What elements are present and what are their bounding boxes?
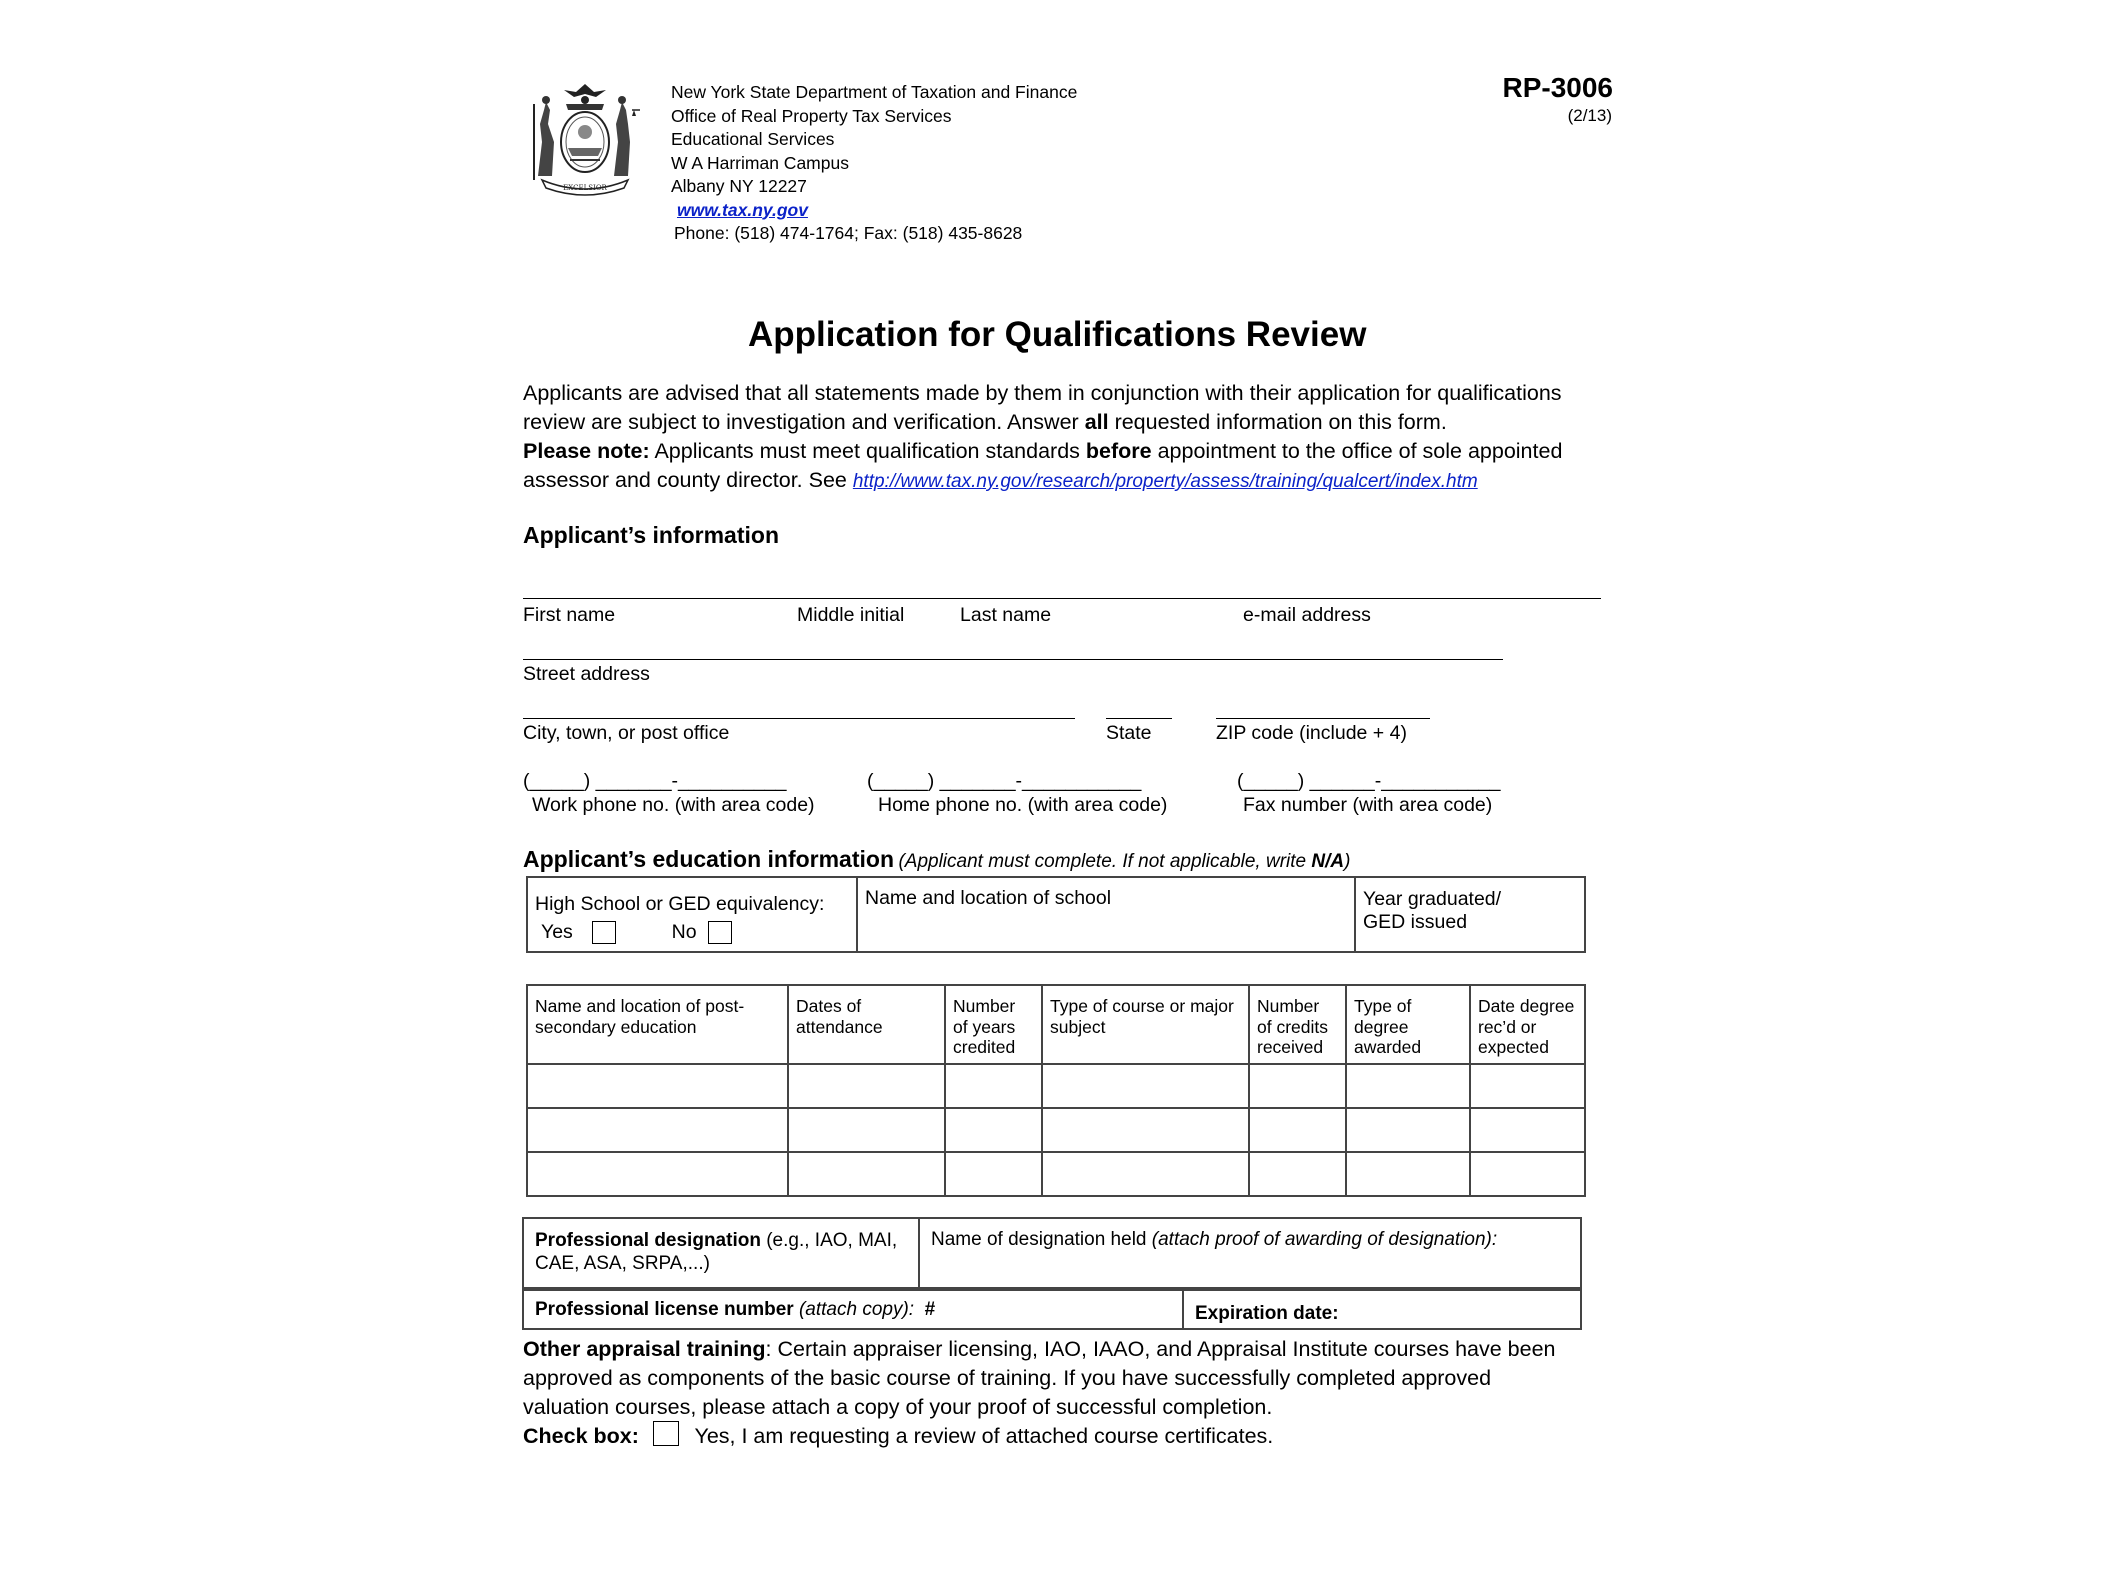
agency-office: Office of Real Property Tax Services: [671, 105, 952, 126]
no-checkbox[interactable]: [708, 921, 732, 944]
home-phone-label: Home phone no. (with area code): [878, 794, 1168, 816]
intro-note-line-2: assessor and county director. See http://www.tax.ny.gov/research/property/assess/training/qualcert/index.htm: [523, 468, 1478, 492]
high-school-table: [526, 876, 1586, 953]
fax-field[interactable]: (_____) ______-___________: [1237, 770, 1501, 792]
email-label: e-mail address: [1243, 604, 1371, 626]
column-header: Type of degree awarded: [1346, 985, 1470, 1064]
table-cell[interactable]: [1042, 1152, 1249, 1196]
school-name-label: Name and location of school: [865, 887, 1112, 909]
education-heading: Applicant’s education information: [523, 846, 894, 872]
table-header-row: [527, 985, 1585, 1064]
intro-paragraph: [523, 379, 1562, 496]
table-cell[interactable]: [1470, 1064, 1585, 1108]
seal-motto: EXCELSIOR: [563, 184, 607, 192]
yes-label: Yes: [541, 921, 573, 943]
designation-table: [522, 1217, 1582, 1289]
table-cell[interactable]: [1470, 1108, 1585, 1152]
high-school-cell: [527, 877, 857, 952]
table-cell[interactable]: [1249, 1064, 1346, 1108]
first-name-label: First name: [523, 604, 616, 626]
table-row: [527, 1152, 1585, 1196]
column-header: Name and location of post- secondary education: [527, 985, 788, 1064]
other-training-paragraph: [523, 1335, 1556, 1451]
designation-label: Professional designation: [535, 1230, 761, 1251]
table-row: [527, 1064, 1585, 1108]
license-hash: #: [914, 1299, 936, 1320]
designation-held-label: Name of designation held: [931, 1229, 1152, 1250]
post-secondary-table: [526, 984, 1586, 1197]
intro-line-2: review are subject to investigation and verification. Answer all requested information on this form.: [523, 410, 1447, 434]
designation-cell: [523, 1218, 919, 1288]
ged-issued-label: GED issued: [1363, 911, 1468, 933]
designation-held-cell[interactable]: [919, 1218, 1581, 1288]
agency-street: W A Harriman Campus: [671, 152, 849, 173]
check-box-row: [523, 1422, 1556, 1451]
fax-label: Fax number (with area code): [1243, 794, 1493, 816]
zip-line[interactable]: [1216, 718, 1430, 719]
column-header: Type of course or major subject: [1042, 985, 1249, 1064]
designation-examples: (e.g., IAO, MAI, CAE, ASA, SRPA,...): [535, 1230, 898, 1274]
expiration-date-label: Expiration date:: [1195, 1303, 1339, 1324]
form-revision: (2/13): [1567, 106, 1612, 125]
state-line[interactable]: [1106, 718, 1172, 719]
intro-line-1: Applicants are advised that all statements made by them in conjunction with their application for qualifications: [523, 381, 1562, 405]
agency-website-link[interactable]: www.tax.ny.gov: [677, 199, 808, 220]
table-cell[interactable]: [1470, 1152, 1585, 1196]
agency-header: [671, 81, 1077, 246]
street-address-label: Street address: [523, 663, 650, 685]
agency-division: Educational Services: [671, 129, 835, 149]
qualcert-link[interactable]: http://www.tax.ny.gov/research/property/assess/training/qualcert/index.htm: [852, 471, 1478, 492]
table-cell[interactable]: [788, 1152, 945, 1196]
form-id: RP-3006: [1502, 72, 1613, 103]
table-cell[interactable]: [788, 1108, 945, 1152]
year-graduated-label: Year graduated/: [1363, 888, 1502, 910]
last-name-label: Last name: [960, 604, 1052, 626]
column-header: Date degree rec’d or expected: [1470, 985, 1585, 1064]
table-cell[interactable]: [1346, 1152, 1470, 1196]
city-line[interactable]: [523, 718, 1075, 719]
table-cell[interactable]: [945, 1152, 1042, 1196]
name-email-line[interactable]: [523, 598, 1601, 599]
other-training-line-3: valuation courses, please attach a copy of your proof of successful completion.: [523, 1395, 1273, 1419]
other-training-line-2: approved as components of the basic course of training. If you have successfully completed approved: [523, 1366, 1492, 1390]
expiration-date-cell[interactable]: [1183, 1290, 1581, 1329]
license-label: Professional license number: [535, 1299, 794, 1320]
middle-initial-label: Middle initial: [797, 604, 905, 626]
review-request-text: Yes, I am requesting a review of attached course certificates.: [694, 1424, 1274, 1448]
table-cell[interactable]: [1249, 1152, 1346, 1196]
home-phone-field[interactable]: (_____) _______-___________: [867, 770, 1142, 792]
column-header: Dates of attendance: [788, 985, 945, 1064]
designation-held-note: (attach proof of awarding of designation):: [1151, 1229, 1498, 1250]
year-graduated-cell[interactable]: [1355, 877, 1585, 952]
intro-note: Please note: Applicants must meet qualification standards before appointment to the office of sole appointed: [523, 439, 1563, 463]
table-cell[interactable]: [1346, 1064, 1470, 1108]
table-cell[interactable]: [527, 1064, 788, 1108]
license-number-cell[interactable]: [523, 1290, 1183, 1329]
license-note: (attach copy):: [793, 1299, 915, 1320]
column-header: Number of credits received: [1249, 985, 1346, 1064]
state-label: State: [1106, 722, 1152, 744]
applicant-info-heading: Applicant’s information: [523, 522, 779, 548]
column-header: Number of years credited: [945, 985, 1042, 1064]
table-cell[interactable]: [945, 1108, 1042, 1152]
no-label: No: [671, 921, 697, 943]
education-note: (Applicant must complete. If not applicable, write N/A): [898, 851, 1351, 872]
page-title: Application for Qualifications Review: [748, 315, 1367, 354]
zip-label: ZIP code (include + 4): [1216, 722, 1407, 744]
table-cell[interactable]: [527, 1108, 788, 1152]
table-cell[interactable]: [1042, 1108, 1249, 1152]
table-cell[interactable]: [788, 1064, 945, 1108]
agency-city: Albany NY 12227: [671, 176, 807, 196]
table-cell[interactable]: [1042, 1064, 1249, 1108]
city-label: City, town, or post office: [523, 722, 730, 744]
school-name-cell[interactable]: [857, 877, 1355, 952]
table-cell[interactable]: [1346, 1108, 1470, 1152]
street-address-line[interactable]: [523, 659, 1503, 660]
review-request-checkbox[interactable]: [653, 1421, 679, 1446]
work-phone-label: Work phone no. (with area code): [532, 794, 815, 816]
yes-checkbox[interactable]: [592, 921, 616, 944]
table-cell[interactable]: [1249, 1108, 1346, 1152]
table-cell[interactable]: [945, 1064, 1042, 1108]
table-row: [527, 1108, 1585, 1152]
high-school-label: High School or GED equivalency:: [535, 893, 825, 915]
agency-phone: Phone: (518) 474-1764; Fax: (518) 435-8628: [674, 223, 1023, 243]
work-phone-field[interactable]: (_____) _______-__________: [523, 770, 787, 792]
license-table: [522, 1289, 1582, 1330]
check-box-label: Check box:: [523, 1424, 639, 1448]
table-cell[interactable]: [527, 1152, 788, 1196]
other-training-line-1: Other appraisal training: Certain appraiser licensing, IAO, IAAO, and Appraisal Institute courses have been: [523, 1337, 1556, 1361]
education-heading-row: [523, 846, 1350, 873]
agency-name: New York State Department of Taxation and Finance: [671, 82, 1078, 102]
nys-seal-logo: [524, 80, 646, 198]
